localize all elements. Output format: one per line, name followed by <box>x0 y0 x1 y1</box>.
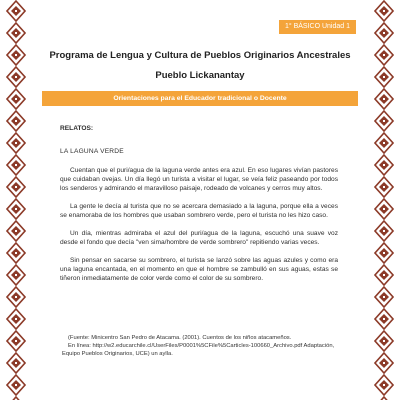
border-dot <box>15 10 17 12</box>
story-paragraph: Un día, mientras admiraba el azul del puri/agua de la laguna, escuchó una suave voz desde el fondo que decía "ven sima/hombre de verde sombrero" repitiendo varias veces. <box>60 230 338 246</box>
border-dot <box>383 142 385 144</box>
border-dot <box>383 274 385 276</box>
border-dot <box>383 296 385 298</box>
left-border-pattern <box>6 0 26 400</box>
border-dot <box>15 340 17 342</box>
educator-guidance-banner: Orientaciones para el Educador tradicional o Docente <box>42 91 358 106</box>
border-dot <box>15 186 17 188</box>
border-dot <box>15 54 17 56</box>
border-dot <box>15 296 17 298</box>
section-label: RELATOS: <box>60 125 94 132</box>
story-content <box>60 124 338 292</box>
border-dot <box>15 142 17 144</box>
story-paragraph: Sin pensar en sacarse su sombrero, el turista se lanzó sobre las aguas azules y como era una laguna encantada, en el momento en que el hombre se zambulló en sus aguas, estas se tiñeron inmediatamente de color verde como el color de su sombrero. <box>60 257 338 282</box>
border-dot <box>15 76 17 78</box>
unit-badge: 1° BÁSICO Unidad 1 <box>279 20 356 34</box>
story-paragraph: Cuentan que el puri/agua de la laguna verde antes era azul. En eso lugares vivían pastores que cuidaban ovejas. Un día llegó un turista a visitar el lugar, se veía feliz paseando por todos los senderos y admirando el maravilloso paisaje, rodeado de volcanes y cerros muy altos. <box>60 167 338 192</box>
border-dot <box>383 98 385 100</box>
border-dot <box>15 362 17 364</box>
border-dot <box>383 384 385 386</box>
border-dot <box>383 76 385 78</box>
program-title: Programa de Lengua y Cultura de Pueblos Originarios Ancestrales <box>49 50 351 61</box>
source-line: (Fuente: Minicentro San Pedro de Atacama. (2001). Cuentos de los niños atacameños. <box>68 335 292 341</box>
border-dot <box>383 362 385 364</box>
source-line: En línea: http://w2.educarchile.cl/UserFiles/P0001%5CFile%5Carticles-100660_Archivo.pdf Adaptación, Equipo Pueblos Originarios, UCE) un aylla. <box>62 343 335 357</box>
people-subtitle: Pueblo Lickanantay <box>155 70 245 81</box>
border-dot <box>383 208 385 210</box>
border-dot <box>383 318 385 320</box>
right-border-pattern <box>374 0 394 400</box>
border-dot <box>383 10 385 12</box>
border-dot <box>15 32 17 34</box>
story-title: LA LAGUNA VERDE <box>60 148 124 155</box>
border-dot <box>15 384 17 386</box>
right-decorative-border <box>374 0 394 400</box>
border-dot <box>383 120 385 122</box>
border-dot <box>383 230 385 232</box>
border-dot <box>383 54 385 56</box>
border-dot <box>383 32 385 34</box>
border-dot <box>15 230 17 232</box>
source-citation <box>62 334 340 358</box>
border-dot <box>15 208 17 210</box>
border-dot <box>383 164 385 166</box>
border-dot <box>15 252 17 254</box>
border-dot <box>383 186 385 188</box>
border-dot <box>15 164 17 166</box>
border-dot <box>15 120 17 122</box>
story-paragraph: La gente le decía al turista que no se acercara demasiado a la laguna, porque ella a veces se enamoraba de los hombres que usaban sombrero verde, pero el turista no les hizo caso. <box>60 203 338 219</box>
border-dot <box>15 318 17 320</box>
border-dot <box>383 252 385 254</box>
border-dot <box>15 274 17 276</box>
left-decorative-border <box>6 0 26 400</box>
border-dot <box>15 98 17 100</box>
border-dot <box>383 340 385 342</box>
